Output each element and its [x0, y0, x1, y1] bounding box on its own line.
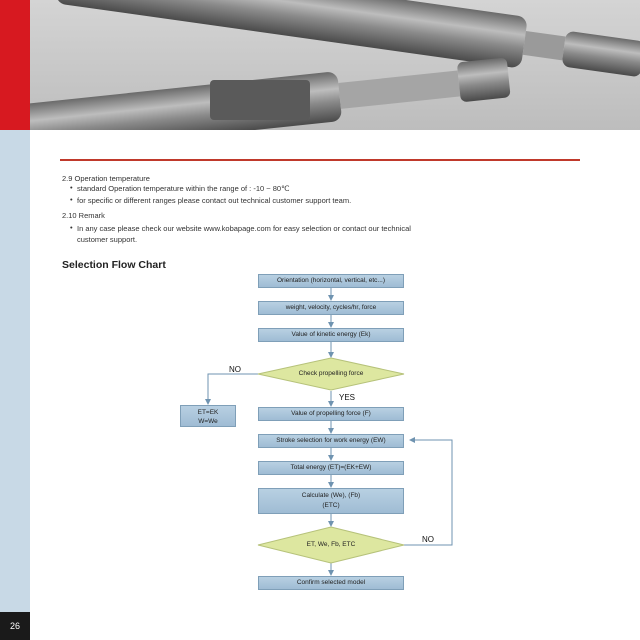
section-210-heading: 2.10 Remark	[62, 211, 105, 220]
side-result-line-2: W=We	[198, 418, 218, 425]
bullet-dot: •	[70, 183, 73, 192]
flow-step-kinetic-energy: Value of kinetic energy (Ek)	[258, 328, 404, 342]
section-29-bullet-2: for specific or different ranges please contact out technical customer support team.	[77, 196, 352, 205]
section-29-bullet-1: standard Operation temperature within the range of : -10 ~ 80℃	[77, 184, 290, 193]
decision-1-yes: YES	[339, 393, 356, 402]
decision-2-no: NO	[422, 535, 434, 544]
flowchart-title: Selection Flow Chart	[62, 259, 166, 271]
side-result-box	[180, 405, 236, 427]
flow-step-total-energy: Total energy (ET)=(EK+EW)	[258, 461, 404, 475]
section-210-bullet-line-2: customer support.	[77, 235, 138, 244]
decision-1-no: NO	[229, 365, 241, 374]
section-210-bullet-line-1: In any case please check our website www.kobapage.com for easy selection or contact our technical	[77, 224, 411, 233]
decision-2-label: ET, We, Fb, ETC	[306, 541, 356, 548]
bullet-dot: •	[70, 195, 73, 204]
side-result-line-1: ET=EK	[197, 409, 219, 416]
decision-1-label: Check propelling force	[298, 370, 364, 377]
flow-step-orientation: Orientation (horizontal, vertical, etc...)	[258, 274, 404, 288]
calculate-line-1: Calculate (We), (Fb)	[301, 492, 361, 499]
calculate-line-2: (ETC)	[322, 502, 340, 509]
flow-step-confirm-model: Confirm selected model	[258, 576, 404, 590]
bullet-dot: •	[70, 223, 73, 232]
page-number: 26	[9, 621, 20, 631]
flow-step-parameters: weight, velocity, cycles/hr, force	[258, 301, 404, 315]
flow-step-stroke-selection: Stroke selection for work energy (EW)	[258, 434, 404, 448]
flow-step-propelling-force: Value of propelling force (F)	[258, 407, 404, 421]
section-29-heading: 2.9 Operation temperature	[62, 174, 150, 183]
flow-step-calculate	[258, 488, 404, 514]
